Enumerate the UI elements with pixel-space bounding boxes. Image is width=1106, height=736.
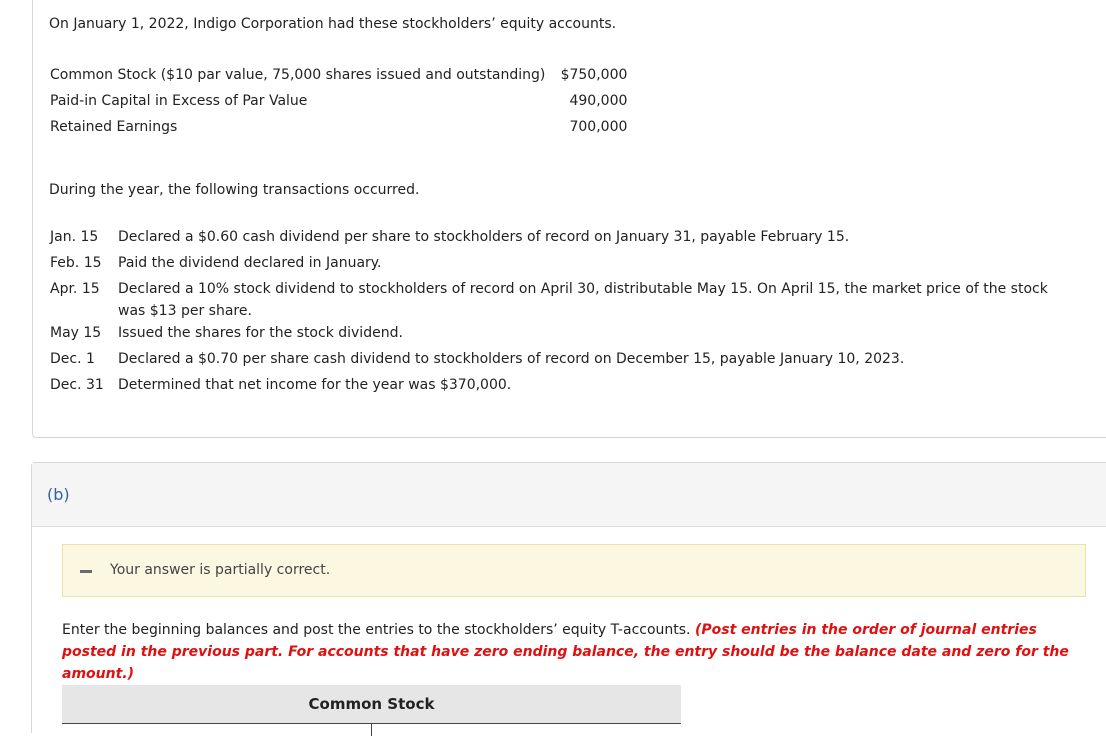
transaction-date: Jan. 15 (50, 229, 99, 245)
t-account-divider (371, 724, 372, 736)
transaction-desc: Declared a $0.70 per share cash dividend to stockholders of record on December 15, payable January 10, 2023. (118, 351, 905, 367)
transactions-table (50, 226, 1068, 400)
table-row (50, 114, 627, 140)
account-amount: 490,000 (569, 93, 628, 109)
feedback-banner (62, 544, 1086, 597)
transaction-date: Dec. 1 (50, 351, 95, 367)
account-name: Retained Earnings (50, 119, 178, 135)
part-header (32, 463, 1106, 527)
instructions-red: (Post entries in the order of journal entries posted in the previous part. For accounts that have zero ending balance, the entry should be the balance date and zero for the amount.) (62, 622, 1069, 682)
table-row (50, 322, 1068, 348)
transaction-date: Dec. 31 (50, 377, 104, 393)
transaction-desc: Declared a 10% stock dividend to stockholders of record on April 30, distributable May 15. On April 15, the market price of the stock was $13 per share. (118, 281, 1048, 319)
account-amount: $750,000 (560, 67, 628, 83)
account-amount: 700,000 (569, 119, 628, 135)
table-row (50, 252, 1068, 278)
transaction-desc: Issued the shares for the stock dividend. (118, 325, 403, 341)
instructions (62, 619, 1082, 685)
table-row (50, 348, 1068, 374)
part-label: (b) (47, 485, 70, 504)
table-row (50, 278, 1068, 322)
table-row (50, 88, 627, 114)
equity-accounts-table (50, 62, 627, 140)
transaction-desc: Declared a $0.60 cash dividend per share to stockholders of record on January 31, payable February 15. (118, 229, 850, 245)
t-account-title: Common Stock (62, 685, 681, 724)
table-row (50, 226, 1068, 252)
part-b-panel (31, 462, 1106, 733)
account-name: Common Stock ($10 par value, 75,000 shares issued and outstanding) (50, 67, 546, 83)
feedback-text: Your answer is partially correct. (110, 562, 331, 578)
during-text: During the year, the following transactions occurred. (49, 182, 420, 198)
transaction-date: Feb. 15 (50, 255, 102, 271)
transaction-desc: Determined that net income for the year was $370,000. (118, 377, 512, 393)
minus-icon (80, 570, 92, 573)
problem-statement (32, 0, 1106, 438)
table-row (50, 374, 1068, 400)
transaction-date: May 15 (50, 325, 102, 341)
transaction-desc: Paid the dividend declared in January. (118, 255, 382, 271)
instructions-plain: Enter the beginning balances and post the entries to the stockholders’ equity T-accounts. (62, 622, 695, 638)
transaction-date: Apr. 15 (50, 281, 100, 297)
table-row (50, 62, 627, 88)
intro-text: On January 1, 2022, Indigo Corporation had these stockholders’ equity accounts. (49, 16, 617, 32)
account-name: Paid-in Capital in Excess of Par Value (50, 93, 308, 109)
